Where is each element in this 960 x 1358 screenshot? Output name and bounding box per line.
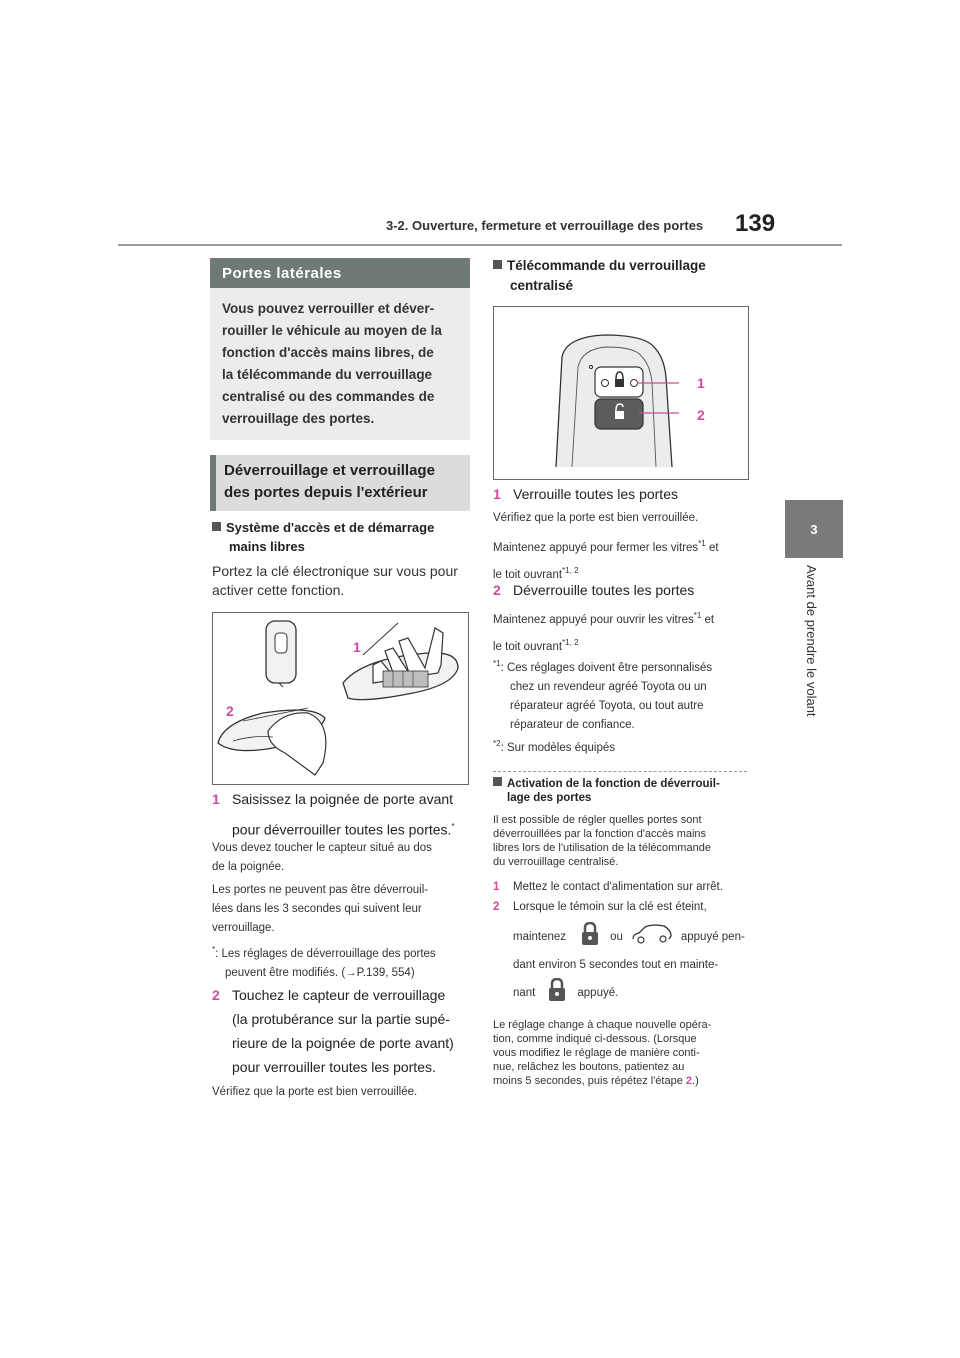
step-label: Déverrouille toutes les portes — [513, 582, 695, 598]
section-heading-line: Déverrouillage et verrouillage — [224, 462, 435, 479]
body-line: activer cette fonction. — [212, 582, 345, 598]
step-text: maintenez — [513, 931, 567, 943]
body-line: du verrouillage centralisé. — [493, 856, 619, 868]
figure-label-1: 1 — [697, 375, 705, 391]
step-line: Saisissez la poignée de porte avant — [232, 791, 454, 807]
body-line: Il est possible de régler quelles portes sont — [493, 814, 702, 826]
footnote-marker: * — [451, 822, 455, 831]
step-label: Verrouille toutes les portes — [513, 486, 678, 502]
activation-heading — [493, 777, 755, 805]
body-line: .) — [692, 1075, 699, 1087]
main-heading: Portes latérales — [210, 258, 470, 288]
chapter-tab: 3 — [785, 500, 843, 558]
note-line: le toit ouvrant — [493, 568, 563, 581]
step-number: 1 — [493, 881, 500, 893]
note-line: de la poignée. — [212, 861, 285, 873]
subsection-remote — [493, 256, 755, 296]
intro-line: la télécommande du verrouillage — [222, 367, 433, 382]
footnote-marker: *1, 2 — [562, 565, 579, 575]
lock-icon — [580, 922, 600, 953]
left-footnote — [212, 940, 474, 983]
footnote-line: : Les réglages de déverrouillage des portes — [215, 947, 436, 960]
right-footnote-1 — [493, 654, 755, 735]
intro-line: Vous pouvez verrouiller et déver- — [222, 301, 435, 316]
step-number: 1 — [493, 486, 501, 502]
body-line: nue, relâchez les boutons, patientez au — [493, 1061, 685, 1073]
footnote-line: réparateur agréé Toyota, ou tout autre — [510, 699, 704, 712]
note-line: Vérifiez que la porte est bien verrouillée. — [493, 512, 699, 524]
subsection-line: mains libres — [229, 539, 305, 554]
intro-line: centralisé ou des commandes de — [222, 389, 435, 404]
activation-body — [493, 813, 755, 869]
step-text: appuyé. — [577, 987, 619, 999]
door-handle-illustration — [213, 613, 468, 784]
figure-label-2: 2 — [697, 407, 705, 423]
section-divider — [493, 771, 747, 773]
note-line: Maintenez appuyé pour fermer les vitres — [493, 541, 699, 554]
subsection-smart-entry — [212, 518, 472, 556]
step-text: dant environ 5 secondes tout en mainte- — [513, 959, 719, 971]
note-line: Maintenez appuyé pour ouvrir les vitres — [493, 613, 694, 626]
step-text: Lorsque le témoin sur la clé est éteint, — [513, 901, 707, 913]
intro-line: verrouillage des portes. — [222, 411, 375, 426]
activation-step-2 — [493, 897, 755, 1007]
section-heading-line: des portes depuis l'extérieur — [224, 484, 428, 501]
subsection-line: centralisé — [510, 278, 574, 293]
square-bullet-icon — [493, 777, 502, 786]
left-step-2-note: Vérifiez que la porte est bien verrouillée. — [212, 1086, 418, 1098]
figure-label-1: 1 — [353, 639, 361, 655]
right-step-2-notes — [493, 606, 755, 657]
smart-entry-body — [212, 562, 474, 600]
remote-key-illustration — [494, 307, 748, 479]
body-line: tion, comme indiqué ci-dessous. (Lorsque — [493, 1033, 697, 1045]
step-text: nant — [513, 987, 536, 999]
footnote-line: : Sur modèles équipés — [500, 741, 615, 754]
activation-step-1 — [493, 878, 755, 897]
step-number: 2 — [493, 901, 500, 913]
left-step-2 — [212, 983, 474, 1079]
right-step-1 — [493, 482, 755, 506]
note-line: Vous devez toucher le capteur situé au dos — [212, 842, 432, 854]
body-line: libres lors de l'utilisation de la télécommande — [493, 842, 711, 854]
footnote-marker: * — [212, 945, 216, 954]
footnote-marker: *1 — [493, 659, 501, 668]
intro-line: rouiller le véhicule au moyen de la — [222, 323, 442, 338]
note-line: lées dans les 3 secondes qui suivent leur — [212, 903, 422, 915]
left-step-1-notes — [212, 839, 474, 938]
square-bullet-icon — [212, 522, 221, 531]
chapter-title-vertical: Avant de prendre le volant — [804, 565, 819, 717]
step-number: 2 — [493, 582, 501, 598]
step-text: Mettez le contact d'alimentation sur arrêt. — [513, 881, 723, 893]
subsection-line: Télécommande du verrouillage — [507, 258, 706, 273]
heading-line: lage des portes — [507, 792, 592, 804]
step-line: pour verrouiller toutes les portes. — [232, 1059, 436, 1075]
figure-label-2: 2 — [226, 703, 234, 719]
right-footnote-2 — [493, 734, 755, 758]
subsection-line: Système d'accès et de démarrage — [226, 520, 435, 535]
left-step-1 — [212, 787, 474, 842]
remote-key-figure — [493, 306, 749, 480]
running-header-title: 3-2. Ouverture, fermeture et verrouillage des portes — [386, 218, 704, 233]
body-line: Le réglage change à chaque nouvelle opéra- — [493, 1019, 712, 1031]
door-handle-figure — [212, 612, 469, 785]
step-text: ou — [610, 931, 623, 943]
note-line: verrouillage. — [212, 922, 275, 934]
step-number: 2 — [212, 987, 220, 1003]
note-line: et — [705, 541, 719, 554]
footnote-line: chez un revendeur agréé Toyota ou un — [510, 680, 707, 693]
right-step-2 — [493, 578, 755, 602]
right-step-1-notes — [493, 509, 755, 585]
footnote-marker: *1, 2 — [562, 637, 579, 647]
header-divider — [118, 244, 842, 246]
lock-icon — [547, 978, 567, 1009]
footnote-line: réparateur de confiance. — [510, 718, 635, 731]
square-bullet-icon — [493, 260, 502, 269]
step-number: 1 — [212, 791, 220, 807]
step-text: appuyé pen- — [680, 931, 745, 943]
page-number: 139 — [735, 210, 776, 237]
step-line: rieure de la poignée de porte avant) — [232, 1035, 454, 1051]
activation-closing — [493, 1018, 755, 1088]
footnote-marker: *1 — [698, 539, 706, 548]
step-line: Touchez le capteur de verrouillage — [232, 987, 446, 1003]
footnote-marker: *2 — [493, 739, 501, 748]
step-line: (la protubérance sur la partie supé- — [232, 1011, 450, 1027]
note-line: le toit ouvrant — [493, 640, 563, 653]
heading-line: Activation de la fonction de déverrouil- — [507, 778, 720, 790]
section-heading — [210, 455, 470, 511]
footnote-line: peuvent être modifiés. (→P.139, 554) — [225, 966, 415, 979]
body-line: vous modifiez le réglage de manière conti- — [493, 1047, 700, 1059]
intro-box — [210, 288, 470, 440]
intro-line: fonction d'accès mains libres, de — [222, 345, 434, 360]
body-line: moins 5 secondes, puis répétez l'étape — [493, 1075, 686, 1087]
footnote-marker: *1 — [693, 611, 702, 620]
step-line: pour déverrouiller toutes les portes. — [232, 821, 452, 838]
note-line: Les portes ne peuvent pas être déverrouil- — [212, 884, 429, 896]
vehicle-icon — [631, 924, 673, 951]
step-reference: 2 — [685, 1075, 693, 1087]
note-line: et — [701, 613, 715, 626]
body-line: déverrouillées par la fonction d'accès mains — [493, 828, 707, 840]
footnote-line: : Ces réglages doivent être personnalisés — [500, 661, 713, 674]
body-line: Portez la clé électronique sur vous pour — [212, 563, 458, 579]
